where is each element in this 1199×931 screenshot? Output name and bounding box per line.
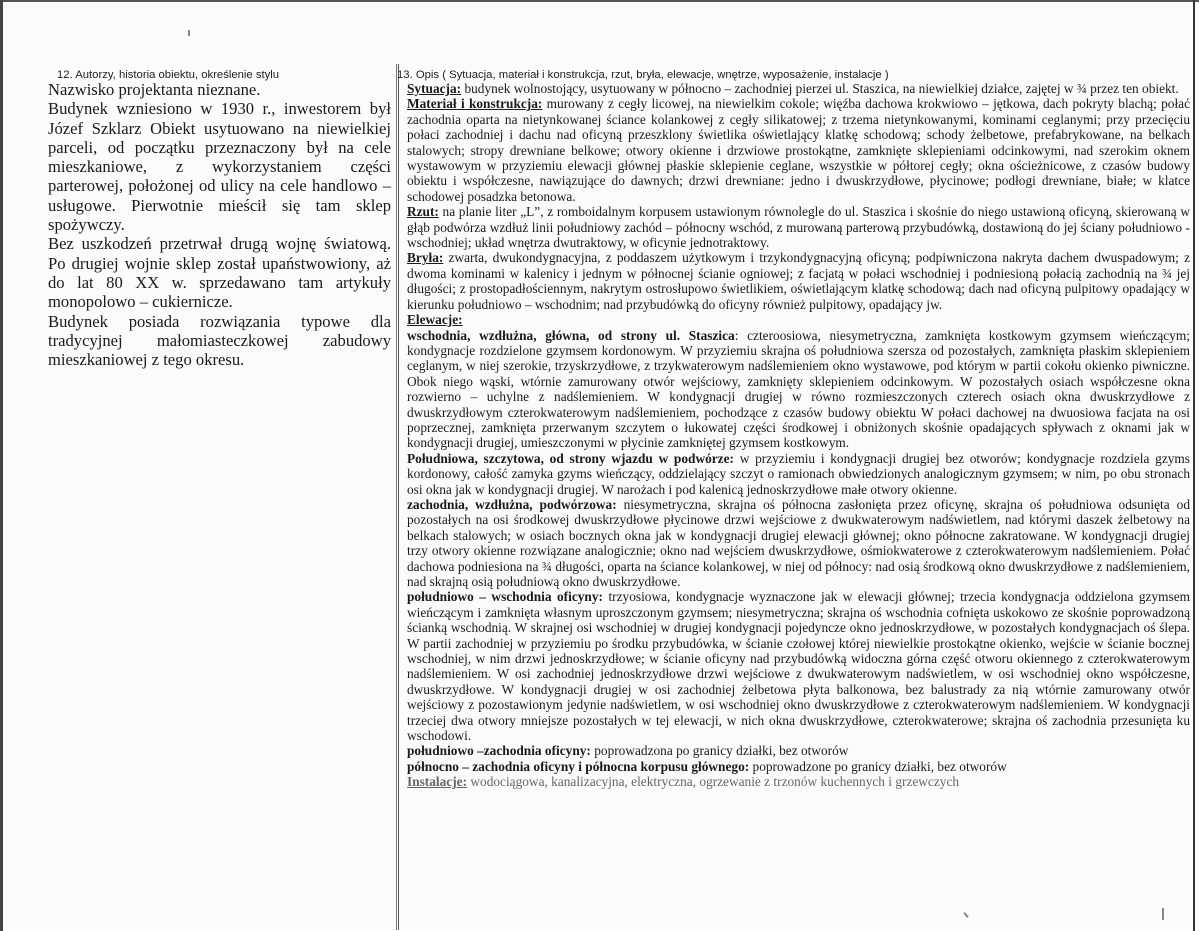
material-label: Materiał i konstrukcja: <box>407 96 543 112</box>
elewacje-label: Elewacje: <box>407 312 463 328</box>
instalacje-label: Instalacje: <box>407 774 468 790</box>
section-12-body <box>48 80 391 369</box>
rzut-text: na planie liter „L”, z romboidalnym korpusem ustawionym równolegle do ul. Staszica i skośnie do niego ustawioną oficyną, skierowaną w głąb podwórza wzdłuż linii południowy zachód – północny wschód, z murowaną parterową przybudówką, dostawioną do jej ściany południowo - wschodniej; układ wnętrza dwutraktowy, w oficynie jednotraktowy. <box>407 204 1190 251</box>
bryla-label: Bryła: <box>407 250 444 266</box>
section-12-header: 12. Autorzy, historia obiektu, określenie stylu <box>57 69 280 81</box>
elewacja-item <box>407 759 1190 774</box>
elewacja-item <box>407 743 1190 758</box>
bryla-text: zwarta, dwukondygnacyjna, z poddaszem użytkowym i trzykondygnacyjną oficyną; podpiwniczona nakryta dachem dwuspadowym; z dwoma kominami w kalenicy i jednym w północnej ścianie ogniowej; z facjatą w połaci wschodniej i podniesioną połacią zachodnią na ¾ jej długości; z prostopadłościennym, nakrytym ostrosłupowo świetlikiem, oświetlającym klatkę schodową; dach nad oficyną pulpitowy opadający w kierunku południowo – wschodnim; nad przybudówką do oficyny również pulpitowy, opadający jw. <box>407 250 1190 312</box>
paragraph-war: Bez uszkodzeń przetrwał drugą wojnę światową. Po drugiej wojnie sklep został upaństwowiony, aż do lat 80 XX w. sprzedawano tam artykuły monopolowo – cukiernicze. <box>48 234 391 312</box>
elewacja-title: północno – zachodnia oficyny i północna korpusu głównego: <box>407 758 750 774</box>
scan-edge-top <box>0 0 1199 2</box>
instalacje-text: wodociągowa, kanalizacyjna, elektryczna, ogrzewanie z trzonów kuchennych i grzewczych <box>467 774 960 790</box>
elewacja-title: Południowa, szczytowa, od strony wjazdu w podwórze: <box>407 450 734 466</box>
sytuacja-label: Sytuacja: <box>407 81 462 96</box>
material-text: murowany z cegły licowej, na niewielkim cokole; więźba dachowa krokwiowo – jętkowa, dach pokryty blachą; połać zachodnia oparta na nietynkowanej ściance kolankowej z cegły silikatowej; z trzema nietynkowanymi, kominami ceglanymi; przy przecięciu połaci zachodniej i dachu nad oficyną przeszklony świetlika oświetlający klatkę schodową; schody żelbetowe, prefabrykowane, na belkach stalowych; stropy drewniane belkowe; otwory okienne i drzwiowe prostokątne, zamknięte sklepieniami odcinkowymi, nad szerokim oknem wystawowym w przyziemiu elewacji głównej płaskie sklepienie ceglane, wszystkie w półtorej cegły; okna ościeżnicowe, z czasów budowy obiektu i współczesne, nawiązujące do dawnych; drzwi drewniane: jedno i dwuskrzydłowe, płycinowe; podłogi drewniane, białe; w klatce schodowej posadzka betonowa. <box>407 96 1190 204</box>
scan-speck <box>188 30 190 36</box>
rzut-paragraph <box>407 204 1190 250</box>
scan-edge-right <box>1193 0 1195 931</box>
paragraph-history: Budynek wzniesiono w 1930 r., inwestorem był Józef Szklarz Obiekt usytuowano na niewielkiej parceli, od początku przeznaczony był na cele mieszkaniowe, z wykorzystaniem części parterowej, położonej od ulicy na cele handlowo – usługowe. Pierwotnie mieścił się tam sklep spożywczy. <box>48 99 391 235</box>
sytuacja-paragraph <box>407 81 1190 96</box>
elewacja-title: wschodnia, wzdłużna, główna, od strony ul. Staszica <box>407 327 735 343</box>
elewacja-item <box>407 589 1190 743</box>
sytuacja-text: budynek wolnostojący, usytuowany w północno – zachodniej pierzei ul. Staszica, na niewielkiej działce, zajętej w ¾ przez ten obiekt. <box>461 81 1179 96</box>
bryla-paragraph <box>407 250 1190 312</box>
instalacje-paragraph <box>407 774 1190 789</box>
section-13-header: 13. Opis ( Sytuacja, materiał i konstrukcja, rzut, bryła, elewacje, wnętrze, wyposażenie, instalacje ) <box>397 69 889 81</box>
elewacja-text: w przyziemiu i kondygnacji drugiej bez otworów; kondygnacje rozdziela gzyms kordonowy, całość zamyka gzyms wieńczący, oddzielający szczyt o ramionach obwiedzionych analogicznym gzymsem; w nim, po obu stronach osi okna jak w kondygnacji drugiej. W narożach i pod kalenicą jednoskrzydłowe małe otwory okienne. <box>407 450 1190 497</box>
elewacja-text: : czteroosiowa, niesymetryczna, zamknięta kostkowym gzymsem wieńczącym; kondygnacje rozdzielone gzymsem kordonowym. W przyziemiu skrajna oś południowa szersza od pozostałych, zamknięta płaskim sklepieniem ceglanym, w niej szerokie, trzyskrzydłowe, z trzykwaterowym nadślemieniem okno wystawowe, pod którym w partii cokołu okienko piwniczne. Obok niego wąski, wtórnie zamurowany otwór wejściowy, zamknięty sklepieniem odcinkowym. W pozostałych osiach współczesne okna rozwierno – uchylne z nadślemieniem. W kondygnacji drugiej w równo rozmieszczonych czterech osiach okna dwuskrzydłowe z dwuskrzydłowym czterokwaterowym nadślemieniem, pochodzące z czasów budowy obiektu W połaci dachowej na dwuosiowa facjata na osi poprzecznej, zamknięta przerwanym szczytem o łukowatej części środkowej i obniżonych skośnie opadających spływach z oknami jak w kondygnacji drugiej, umieszczonymi w płycinie zamkniętej gzymsem kostkowym. <box>407 327 1190 451</box>
paragraph-designer: Nazwisko projektanta nieznane. <box>48 80 261 99</box>
elewacja-title: południowo –zachodnia oficyny: <box>407 743 591 759</box>
section-13-body <box>407 81 1190 790</box>
elewacja-text: poprowadzona po granicy działki, bez otworów <box>590 743 849 759</box>
elewacja-text: trzyosiowa, kondygnacje wyznaczone jak w elewacji głównej; trzecia kondygnacja oddzielona gzymsem wieńczącym i zamknięta własnym uproszczonym gzymsem; niesymetryczna; skrajna oś wschodnia cofnięta uskokowo ze skośnie poprowadzoną ścianką wschodnią. W skrajnej osi wschodniej w drugiej kondygnacji pojedyncze okno jednoskrzydłowe, w pozostałych kondygnacjach oś ślepa. W partii zachodniej w przyziemiu po środku przybudówka, w ścianie czołowej której niewielkie prostokątne okienko, wejście w ścianie bocznej wschodniej, w nim drzwi jednoskrzydłowe; w ścianie oficyny nad przybudówką widoczna górna część otworu okiennego z czterokwaterowym nadślemieniem. W osi zachodniej jednoskrzydłowe drzwi wejściowe z dwukwaterowym nadświetlem, w osi wschodniej okno współczesne, dwuskrzydłowe. W kondygnacji drugiej w osi zachodniej żelbetowa płyta balkonowa, bez balustrady za nią wtórnie zamurowany otwór wejściowy z pozostawionym jedynie nadświetlem, w osi wschodniej okno dwuskrzydłowe z czterokwaterowym nadślemieniem. W kondygnacji trzeciej dwa otwory mniejsze pozostałych w tej elewacji, w nich okna dwuskrzydłowe, czterokwaterowe; skrajna oś zachodnia przesunięta ku wschodowi. <box>407 589 1191 744</box>
elewacja-title: południowo – wschodnia oficyny: <box>407 589 603 605</box>
elewacja-item <box>407 328 1190 451</box>
elewacja-item <box>407 497 1190 589</box>
paragraph-style: Budynek posiada rozwiązania typowe dla tradycyjnej małomiasteczkowej zabudowy mieszkaniowej z tego okresu. <box>48 311 391 370</box>
elewacje-heading <box>407 312 1190 327</box>
elewacja-title: zachodnia, wzdłużna, podwórzowa: <box>407 496 617 512</box>
scan-edge-left <box>0 0 3 931</box>
elewacja-item <box>407 451 1190 497</box>
elewacja-text: niesymetryczna, skrajna oś północna zasłonięta przez oficynę, skrajna oś południowa odsunięta od pozostałych na osi środkowej dwuskrzydłowe płycinowe drzwi wejściowe z dwukwaterowym nadświetlem, nad którymi daszek żelbetowy na belkach stalowych; w osiach bocznych okna jak w kondygnacji drugiej elewacji głównej; okno północne zakratowane. W kondygnacji drugiej trzy otwory okienne rozwiązane analogicznie; okno nad wejściem dwuskrzydłowe, ośmiokwaterowe z czterokwaterowym nadślemieniem. Połać dachowa podniesiona na ¾ długości, oparta na ściance kolankowej, w niej od północy: nad osią środkową okno dwuskrzydłowe z nadślemieniem, nad skrajną osią południową okno dwuskrzydłowe. <box>407 496 1190 589</box>
elewacja-text: poprowadzone po granicy działki, bez otworów <box>749 758 1007 774</box>
material-paragraph <box>407 96 1190 204</box>
rzut-label: Rzut: <box>407 204 439 220</box>
